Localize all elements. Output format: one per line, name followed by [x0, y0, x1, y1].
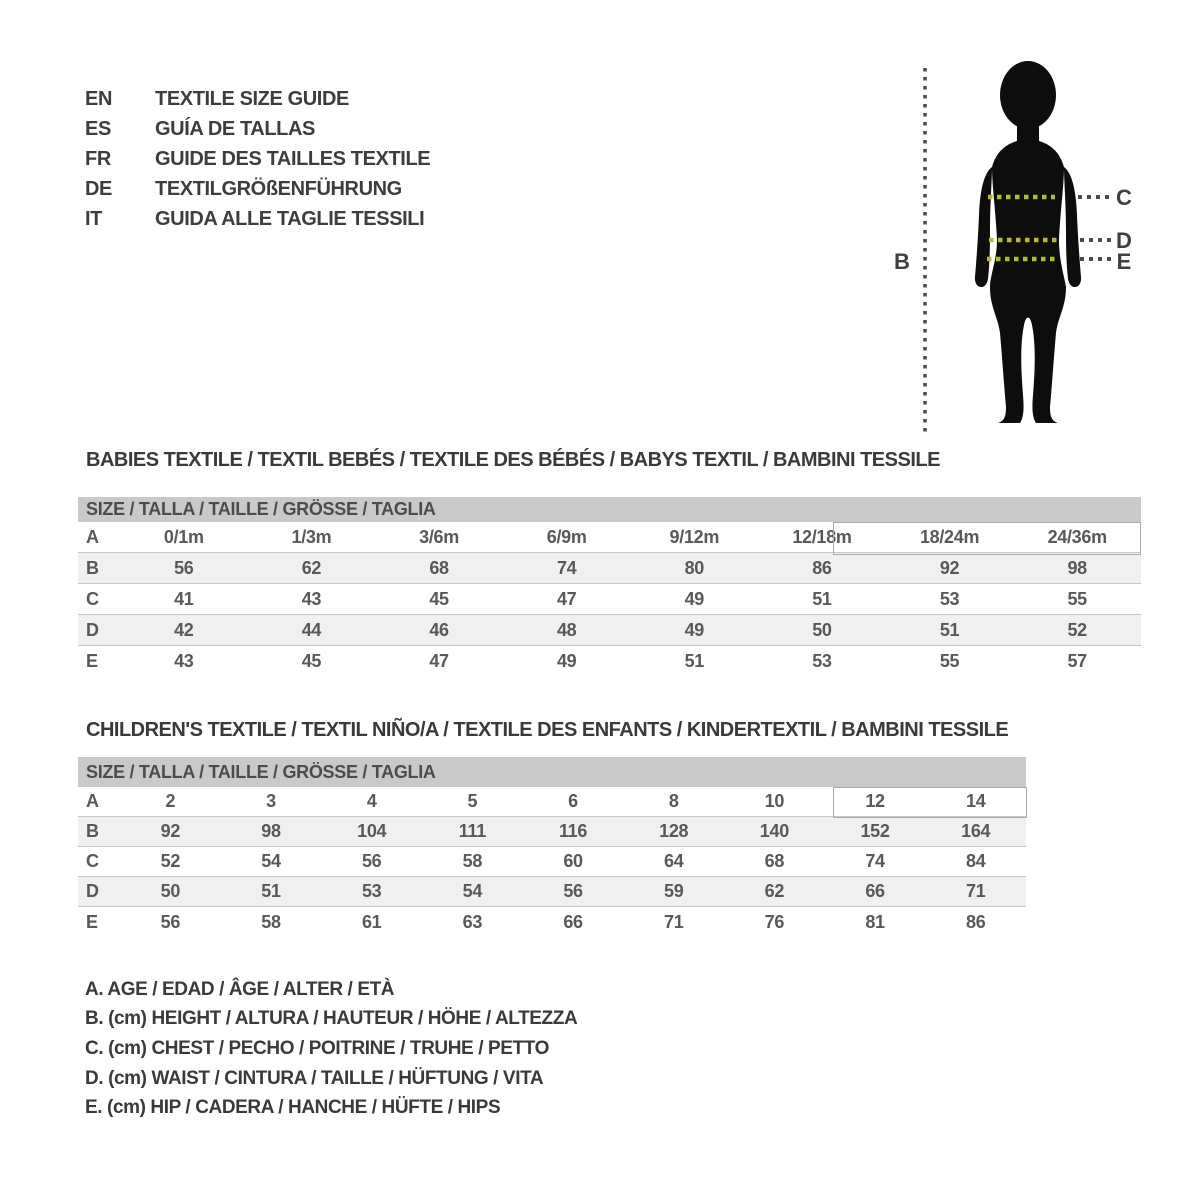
size-header-bar: SIZE / TALLA / TAILLE / GRÖSSE / TAGLIA: [78, 757, 1026, 787]
language-row-it: [85, 204, 430, 234]
table-cell: 49: [684, 619, 705, 640]
table-cell: 61: [361, 911, 382, 932]
table-cell: 55: [1067, 588, 1087, 609]
table-row: [78, 615, 1141, 646]
table-cell: 51: [261, 881, 281, 901]
height-label: B: [894, 249, 910, 274]
hip-label: E: [1116, 249, 1132, 274]
row-label: C: [86, 851, 99, 871]
table-cell: 68: [764, 851, 785, 871]
table-cell: 56: [174, 557, 194, 578]
table-cell: 1/3m: [291, 526, 332, 547]
table-cell: 81: [865, 911, 885, 932]
table-cell: 60: [563, 851, 583, 871]
language-title: GUÍA DE TALLAS: [155, 117, 315, 140]
table-cell: 56: [563, 881, 583, 901]
row-label: A: [86, 526, 99, 547]
table-row: [78, 817, 1026, 847]
table-cell: 50: [160, 881, 181, 901]
table-cell: 71: [663, 911, 684, 932]
language-row-fr: [85, 144, 430, 174]
table-cell: 52: [1067, 619, 1087, 640]
language-title: GUIDE DES TAILLES TEXTILE: [155, 147, 431, 170]
table-cell: 10: [764, 791, 785, 811]
table-cell: 9/12m: [669, 526, 720, 547]
row-label: E: [86, 651, 98, 671]
table-cell: 111: [458, 821, 486, 841]
table-cell: 42: [174, 619, 194, 640]
babies-size-highlight-box: [833, 522, 1141, 555]
table-cell: 98: [261, 821, 281, 841]
row-label: C: [86, 588, 99, 609]
table-cell: 86: [812, 557, 832, 578]
table-cell: 3/6m: [419, 526, 459, 547]
table-cell: 54: [261, 851, 281, 871]
table-cell: 49: [684, 588, 705, 609]
waist-label: D: [1116, 228, 1132, 253]
table-cell: 6/9m: [546, 526, 587, 547]
table-cell: 116: [558, 821, 588, 841]
language-row-de: [85, 174, 430, 204]
table-cell: 66: [563, 911, 583, 932]
table-cell: 68: [429, 557, 449, 578]
table-cell: 46: [429, 619, 449, 640]
table-cell: 58: [462, 851, 483, 871]
row-label: A: [86, 791, 99, 811]
table-cell: 45: [301, 651, 322, 671]
language-row-es: [85, 114, 430, 144]
table-cell: 140: [759, 821, 789, 841]
chest-label: C: [1116, 185, 1132, 210]
table-cell: 4: [366, 791, 377, 811]
table-cell: 51: [939, 619, 960, 640]
table-row: [78, 877, 1026, 907]
table-cell: 0/1m: [163, 526, 204, 547]
child-silhouette-figure: [880, 55, 1160, 445]
language-code: FR: [85, 147, 111, 170]
row-label: E: [86, 911, 98, 932]
table-cell: 47: [429, 651, 449, 671]
table-cell: 55: [939, 651, 960, 671]
table-cell: 53: [812, 651, 832, 671]
language-list: [85, 84, 430, 234]
table-cell: 104: [357, 821, 387, 841]
table-cell: 5: [467, 791, 478, 811]
table-cell: 45: [429, 588, 449, 609]
table-cell: 57: [1067, 651, 1087, 671]
legend-age: A. AGE / EDAD / ÂGE / ALTER / ETÀ: [85, 978, 395, 1000]
table-cell: 24/36m: [1047, 526, 1107, 547]
table-cell: 152: [860, 821, 890, 841]
table-cell: 50: [812, 619, 832, 640]
legend-height: B. (cm) HEIGHT / ALTURA / HAUTEUR / HÖHE / ALTEZZA: [85, 1008, 578, 1030]
table-cell: 84: [966, 851, 986, 871]
table-cell: 92: [939, 557, 960, 578]
table-cell: 43: [174, 651, 194, 671]
table-cell: 51: [684, 651, 705, 671]
table-cell: 41: [174, 588, 194, 609]
legend-chest: C. (cm) CHEST / PECHO / POITRINE / TRUHE / PETTO: [85, 1037, 549, 1059]
table-cell: 6: [568, 791, 578, 811]
language-code: EN: [85, 87, 112, 110]
table-cell: 76: [764, 911, 785, 932]
table-row: [78, 907, 1026, 937]
children-size-highlight-box: [833, 787, 1027, 818]
table-cell: 3: [266, 791, 276, 811]
table-cell: 14: [966, 791, 986, 811]
table-cell: 86: [966, 911, 986, 932]
table-cell: 12: [865, 791, 885, 811]
table-cell: 56: [160, 911, 181, 932]
size-header-bar: SIZE / TALLA / TAILLE / GRÖSSE / TAGLIA: [78, 497, 1141, 522]
table-cell: 63: [462, 911, 483, 932]
table-cell: 66: [865, 881, 885, 901]
table-cell: 53: [939, 588, 960, 609]
table-cell: 44: [301, 619, 322, 640]
measurement-legend: [85, 975, 577, 1123]
table-cell: 49: [556, 651, 577, 671]
table-cell: 80: [684, 557, 705, 578]
legend-hip: E. (cm) HIP / CADERA / HANCHE / HÜFTE / HIPS: [85, 1097, 501, 1119]
table-cell: 12/18m: [792, 526, 852, 547]
table-cell: 164: [961, 821, 991, 841]
table-cell: 18/24m: [919, 526, 980, 547]
language-code: ES: [85, 117, 111, 140]
legend-waist: D. (cm) WAIST / CINTURA / TAILLE / HÜFTUNG / VITA: [85, 1067, 544, 1089]
table-cell: 64: [663, 851, 684, 871]
language-code: IT: [85, 207, 102, 230]
language-title: TEXTILE SIZE GUIDE: [155, 87, 349, 110]
table-cell: 59: [663, 881, 684, 901]
table-cell: 56: [361, 851, 382, 871]
table-cell: 48: [556, 619, 577, 640]
table-row: [78, 553, 1141, 584]
row-label: B: [86, 821, 99, 841]
row-label: D: [86, 881, 99, 901]
table-cell: 47: [556, 588, 577, 609]
table-row: [78, 847, 1026, 877]
table-cell: 43: [301, 588, 322, 609]
table-cell: 51: [812, 588, 832, 609]
table-cell: 74: [865, 851, 885, 871]
table-row: [78, 584, 1141, 615]
table-cell: 53: [361, 881, 382, 901]
table-cell: 58: [261, 911, 281, 932]
table-cell: 54: [462, 881, 483, 901]
table-row: [78, 646, 1141, 677]
language-title: TEXTILGRÖßENFÜHRUNG: [155, 177, 402, 200]
language-title: GUIDA ALLE TAGLIE TESSILI: [155, 207, 425, 230]
babies-section-title: BABIES TEXTILE / TEXTIL BEBÉS / TEXTILE DES BÉBÉS / BABYS TEXTIL / BAMBINI TESSILE: [86, 449, 940, 471]
table-cell: 62: [301, 557, 322, 578]
table-cell: 71: [966, 881, 986, 901]
table-cell: 8: [668, 791, 679, 811]
table-cell: 2: [165, 791, 176, 811]
children-section-title: CHILDREN'S TEXTILE / TEXTIL NIÑO/A / TEXTILE DES ENFANTS / KINDERTEXTIL / BAMBINI TESSILE: [86, 719, 1009, 741]
children-size-table: [78, 757, 1026, 937]
table-cell: 62: [764, 881, 785, 901]
table-cell: 52: [160, 851, 181, 871]
row-label: B: [86, 557, 99, 578]
row-label: D: [86, 619, 99, 640]
language-code: DE: [85, 177, 112, 200]
table-cell: 98: [1067, 557, 1087, 578]
table-cell: 128: [659, 821, 689, 841]
language-row-en: [85, 84, 430, 114]
table-cell: 74: [556, 557, 577, 578]
table-cell: 92: [160, 821, 181, 841]
